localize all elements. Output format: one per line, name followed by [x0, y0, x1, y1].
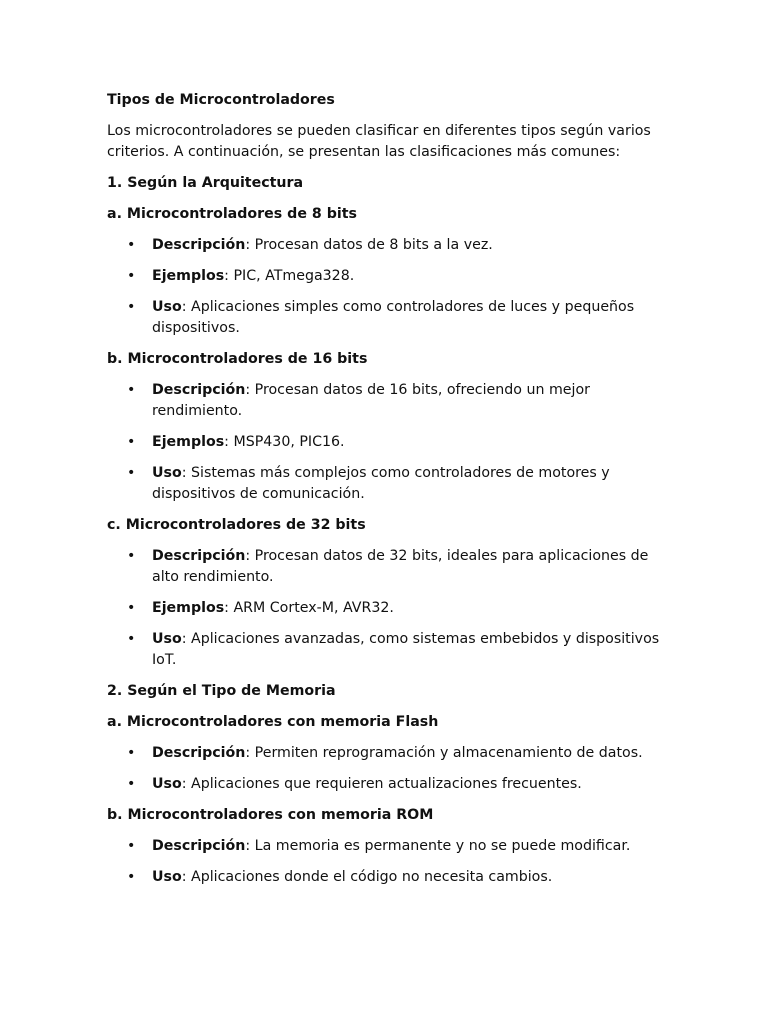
list-item: [107, 432, 667, 453]
list-item: [107, 380, 667, 422]
bullet-list: [107, 235, 667, 339]
item-term: Descripción: [152, 548, 246, 564]
bullet-icon: •: [127, 631, 136, 647]
item-text: : ARM Cortex-M, AVR32.: [224, 600, 394, 616]
item-text: : Aplicaciones simples como controladores de luces y pequeños dispositivos.: [152, 299, 635, 336]
list-item: [107, 235, 667, 256]
bullet-icon: •: [127, 776, 136, 792]
item-term: Descripción: [152, 237, 246, 253]
item-text: : La memoria es permanente y no se puede modificar.: [245, 838, 631, 854]
sections-container: [107, 173, 667, 888]
list-item: [107, 266, 667, 287]
item-term: Uso: [152, 776, 182, 792]
item-term: Ejemplos: [152, 434, 225, 450]
item-term: Uso: [152, 465, 182, 481]
bullet-icon: •: [127, 548, 136, 564]
subsection-heading: b. Microcontroladores con memoria ROM: [107, 807, 434, 823]
list-item: [107, 598, 667, 619]
section-heading: 1. Según la Arquitectura: [107, 175, 304, 191]
bullet-icon: •: [127, 299, 136, 315]
item-term: Uso: [152, 869, 182, 885]
bullet-icon: •: [127, 838, 136, 854]
list-item: [107, 867, 667, 888]
item-text: : Aplicaciones que requieren actualizaciones frecuentes.: [181, 776, 582, 792]
subsection-heading: a. Microcontroladores de 8 bits: [107, 206, 357, 222]
item-text: : Procesan datos de 8 bits a la vez.: [245, 237, 493, 253]
section-heading: 2. Según el Tipo de Memoria: [107, 683, 336, 699]
item-text: : PIC, ATmega328.: [224, 268, 355, 284]
item-term: Descripción: [152, 382, 246, 398]
list-item: [107, 546, 667, 588]
item-text: : MSP430, PIC16.: [224, 434, 345, 450]
item-text: : Procesan datos de 16 bits, ofreciendo un mejor rendimiento.: [152, 382, 590, 419]
list-item: [107, 836, 667, 857]
bullet-icon: •: [127, 600, 136, 616]
bullet-icon: •: [127, 237, 136, 253]
list-item: [107, 629, 667, 671]
list-item: [107, 463, 667, 505]
bullet-icon: •: [127, 434, 136, 450]
bullet-list: [107, 546, 667, 671]
item-term: Descripción: [152, 745, 246, 761]
list-item: [107, 774, 667, 795]
bullet-list: [107, 743, 667, 795]
item-term: Descripción: [152, 838, 246, 854]
document-page: [107, 90, 667, 898]
item-term: Ejemplos: [152, 268, 225, 284]
item-term: Ejemplos: [152, 600, 225, 616]
bullet-icon: •: [127, 268, 136, 284]
bullet-icon: •: [127, 869, 136, 885]
subsection-heading: c. Microcontroladores de 32 bits: [107, 517, 366, 533]
item-term: Uso: [152, 299, 182, 315]
item-text: : Sistemas más complejos como controladores de motores y dispositivos de comunicación.: [152, 465, 610, 502]
item-text: : Aplicaciones donde el código no necesita cambios.: [181, 869, 553, 885]
bullet-list: [107, 836, 667, 888]
bullet-icon: •: [127, 745, 136, 761]
bullet-icon: •: [127, 382, 136, 398]
intro-paragraph: Los microcontroladores se pueden clasificar en diferentes tipos según varios criterios. A continuación, se presentan las clasificaciones más comunes:: [107, 123, 651, 160]
subsection-heading: a. Microcontroladores con memoria Flash: [107, 714, 439, 730]
item-text: : Procesan datos de 32 bits, ideales para aplicaciones de alto rendimiento.: [152, 548, 649, 585]
list-item: [107, 297, 667, 339]
item-text: : Permiten reprogramación y almacenamiento de datos.: [245, 745, 643, 761]
item-term: Uso: [152, 631, 182, 647]
document-title: Tipos de Microcontroladores: [107, 92, 335, 108]
bullet-list: [107, 380, 667, 505]
list-item: [107, 743, 667, 764]
item-text: : Aplicaciones avanzadas, como sistemas embebidos y dispositivos IoT.: [152, 631, 660, 668]
bullet-icon: •: [127, 465, 136, 481]
subsection-heading: b. Microcontroladores de 16 bits: [107, 351, 368, 367]
